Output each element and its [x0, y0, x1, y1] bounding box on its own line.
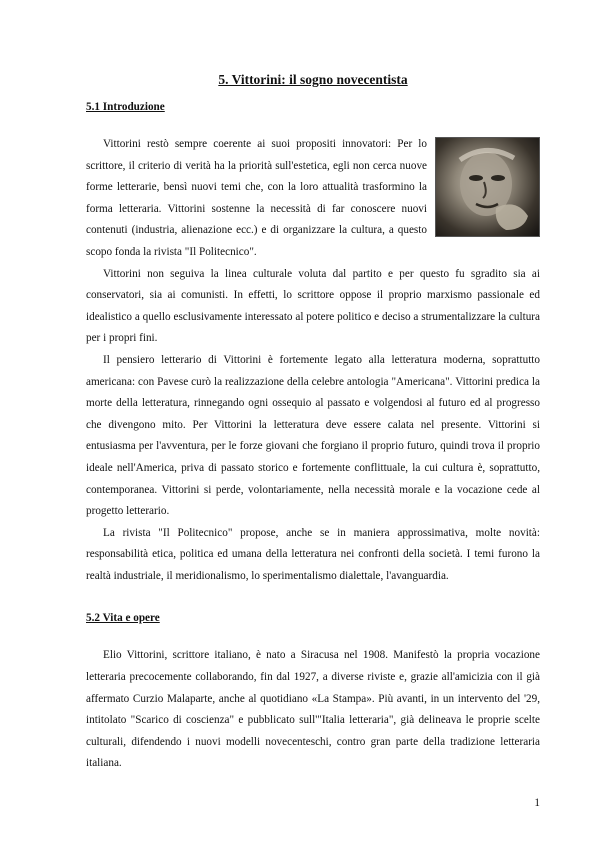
paragraph: Vittorini non seguiva la linea culturale voluta dal partito e per questo fu sgradito sia ai conservatori, sia ai comunisti. In effetti, lo scrittore oppose il proprio marxismo passionale ed idealistico a quello esclusivamente interessato al potere politico e deciso a strumentalizzare la cultura per i propri fini.	[86, 267, 540, 345]
section-vita-e-opere-body	[86, 645, 540, 775]
paragraph: Il pensiero letterario di Vittorini è fortemente legato alla letteratura moderna, soprattutto americana: con Pavese curò la realizzazione della celebre antologia "Americana". Vittorini predica la morte della letteratura, rinnegando ogni ossequio al passato e volgendosi al futuro ed al progresso che divengono mito. Per Vittorini la letteratura deve essere calata nel presente. Vittorini si entusiasma per l'avventura, per le forze giovani che forgiano il proprio futuro, quindi trova il proprio ideale nell'America, priva di passato storico e fortemente conflittuale, la cui cultura è, soprattutto, contemporanea. Vittorini si perde, volontariamente, nella necessità morale e la vocazione cede al progetto letterario.	[86, 353, 540, 518]
portrait-photo-icon	[435, 137, 540, 237]
chapter-title: 5. Vittorini: il sogno novecentista	[218, 72, 408, 87]
section-title-introduzione: 5.1 Introduzione	[86, 101, 165, 113]
section-introduzione-body	[86, 134, 540, 587]
paragraph: La rivista "Il Politecnico" propose, anche se in maniera approssimativa, molte novità: responsabilità etica, politica ed umana della letteratura nei confronti della società. I temi furono la realtà industriale, il meridionalismo, lo sperimentalismo dialettale, l'avanguardia.	[86, 526, 540, 582]
document-page	[86, 72, 540, 775]
section-title-vita-e-opere: 5.2 Vita e opere	[86, 612, 160, 625]
paragraph: Elio Vittorini, scrittore italiano, è nato a Siracusa nel 1908. Manifestò la propria vocazione letteraria precocemente collaborando, fin dal 1927, a diverse riviste e, grazie all'amicizia con il già affermato Curzio Malaparte, anche al quotidiano «La Stampa». Più avanti, in un intervento del '29, intitolato "Scarico di coscienza" e pubblicato sull'"Italia letteraria", già delineava le proprie scelte culturali, difendendo i nuovi modelli novecenteschi, contro gran parte della tradizione letteraria italiana.	[86, 649, 540, 770]
paragraph: Vittorini restò sempre coerente ai suoi propositi innovatori: Per lo scrittore, il criterio di verità ha la priorità sull'estetica, egli non cerca nuove forme letterarie, bensì nuovi temi che, con la loro attualità trasformino la forma letteraria. Vittorini sostenne la necessità di far conoscere nuovi contenuti (industria, alienazione ecc.) e di organizzare la cultura, a questo scopo fonda la rivista "Il Politecnico".	[86, 138, 427, 258]
page-number: 1	[534, 797, 540, 809]
